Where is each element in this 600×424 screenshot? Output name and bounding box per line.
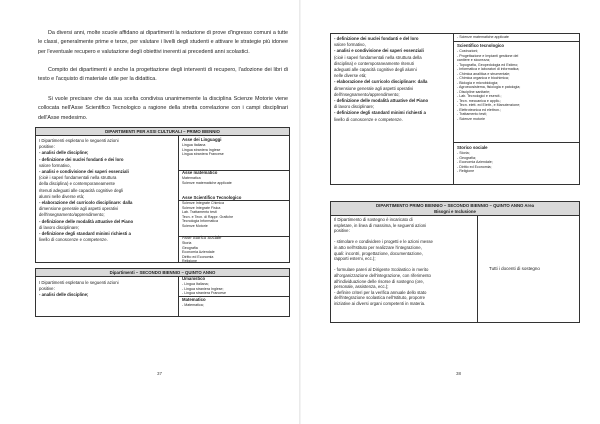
department-item: - Trattamento testi; (457, 112, 487, 117)
axes-table-first-biennium (35, 127, 290, 263)
axis-item: Lingua straniera Inglese (182, 147, 221, 152)
actions-line: - definire criteri per la verifica annuale dello stato (334, 289, 427, 295)
actions-line: - definizione dei nuclei fondanti e del loro (334, 36, 419, 41)
actions-line: valore formativo, (39, 162, 71, 168)
department-item: - Chimica analitica e strumentale; (457, 71, 511, 76)
actions-line: I Dipartimenti espletano le seguenti azioni (39, 280, 119, 285)
actions-line: iniziative ai diversi organi competenti in materia. (334, 300, 426, 306)
actions-line: rapporti esterni, ecc.); (334, 256, 376, 262)
page-number-right: 38 (456, 371, 462, 376)
department-item: - Discipline sanitarie; (457, 89, 491, 94)
axis-item: Lingua Italiana (182, 143, 206, 148)
intro-paragraph-3: Si vuole precisare che da sua scelta condivisa unanimemente la disciplina Scienze Motorie viene collocata nell'Asse Scientifico Tecnologico a ragione della stretta correlazione con i campi disciplinari dell'Asse medesimo. (38, 96, 288, 121)
department-item: - Lingua straniera Inglese; (182, 286, 224, 291)
actions-line: I Dipartimenti espletano le seguenti azioni (39, 138, 119, 143)
actions-line: - definizione degli standard minimi richiesti a (334, 110, 426, 116)
axis-name: Asse matematico (182, 170, 218, 175)
actions-cell (36, 135, 178, 262)
departments-cell (178, 276, 289, 316)
department-item: - Biologia e microbiologia; (457, 80, 499, 85)
actions-line: espletare, in linea di massima, le seguenti azioni (334, 222, 427, 228)
department-item: - Diritto ed Economia; (457, 164, 492, 169)
intro-paragraph-2: Compito dei dipartimenti è anche la progettazione degli interventi di recupero, l'adozione dei libri di testo e l'acquisto di materiale utile per la didattica. (38, 67, 288, 83)
actions-line: (cioè i saperi fondamentali nella struttura della (334, 54, 422, 60)
department-item: - Lingua straniera Francese (182, 291, 226, 296)
departments-cell (453, 34, 579, 184)
department-name: Scientifico tecnologico (457, 43, 505, 48)
department-item: - Progettazione e Impianti gestione del (457, 53, 519, 58)
department-item: - Scienze matematiche applicate (457, 35, 509, 39)
actions-line: dell'integrazione scolastica nell'Istituto, proporre (334, 295, 425, 301)
actions-line: - definizione degli standard minimi richiesti a (39, 231, 131, 237)
humanities-department (179, 276, 289, 297)
actions-line: positive: (334, 228, 350, 234)
axis-item: Religione (182, 259, 197, 264)
table-title: Dipartimenti – SECONDO BIENNIO – QUINTO ANNO (36, 269, 289, 277)
actions-line: - elaborazione del curricolo disciplinare: dalla (39, 200, 133, 206)
inclusion-department-table (330, 201, 580, 323)
department-item: - Scienze motorie (457, 116, 485, 121)
support-teachers-text: Tutti i docenti di sostegno (489, 265, 540, 271)
actions-line: Il Dipartimento di sostegno è incaricato di (334, 217, 413, 222)
historical-social-department (454, 143, 579, 176)
axis-item: Scienze Motorie (182, 223, 208, 228)
axis-historical-social (179, 230, 289, 262)
axis-name: Asse Storico Sociale (182, 235, 222, 240)
actions-line: all'individuazione delle risorse di sostegno (ore, (334, 278, 424, 284)
actions-line: all'organizzazione dell'integrazione, con riferimento (334, 272, 431, 278)
department-item: - Tecn. meccanica e applic.; (457, 98, 502, 103)
actions-line: - definizione delle modalità attuative del Piano (334, 98, 429, 104)
actions-line: - analisi delle discipline; (39, 150, 89, 156)
department-item: - Lab. Tecnologici e esercit.; (457, 94, 502, 99)
axis-item: Diritto ed Economia (182, 254, 214, 259)
axis-item: Geografia (182, 245, 198, 250)
department-item: - Costruzioni; (457, 49, 479, 54)
intro-paragraph-1: Da diversi anni, molte scuole affidano ai dipartimenti la redazione di prove d'ingresso comuni a tutte le classi, generalmente prime e terze, per valutare i livelli degli studenti e attivare le strategie più idonee per l'eventuale recupero e valutazione degli obiettivi inerenti ai precedenti anni scolastici. (38, 30, 288, 55)
axis-name: Asse dei Linguaggi (182, 137, 222, 142)
actions-line: adeguati alle capacità cognitive degli alunni (334, 67, 417, 73)
axis-item: Tecn. e Tecn. di Rappr. Grafiche (182, 214, 234, 219)
actions-line: dell'insegnamento/apprendimento; (334, 91, 400, 97)
math-continuation (454, 34, 579, 42)
axes-table-continuation (330, 33, 580, 185)
department-item: - Economia Aziendale; (457, 160, 493, 165)
actions-line: alunni nelle diverse età; (39, 193, 85, 199)
department-item: - Informatica e laboratori di informatica; (457, 67, 520, 72)
department-item: - Geografia; (457, 155, 476, 160)
actions-line: - definizione delle modalità attuative del Piano (39, 218, 134, 224)
actions-line: positive: (39, 144, 55, 150)
department-item: - Agroecosistema, fisiologia e patologia; (457, 85, 521, 90)
actions-cell (331, 34, 453, 184)
table-title (331, 202, 579, 216)
department-item: - Matematica; (182, 302, 204, 307)
department-item: - Chimica organica e biochimica; (457, 76, 509, 81)
department-item: - Religione (457, 169, 475, 174)
axis-item: Scienze Integrate Fisica (182, 205, 221, 210)
actions-line: di lavoro disciplinare; (39, 224, 80, 230)
actions-line: di lavoro disciplinare; (334, 104, 375, 110)
department-item: - Tecn. elett. ed Elettr., e Manutenzione; (457, 103, 521, 108)
axis-item: Storia (182, 241, 192, 246)
actions-line: della disciplina) e contemporaneamente (39, 181, 115, 187)
actions-cell (331, 216, 477, 322)
department-item: - Lingua Italiana; (182, 282, 209, 287)
title-line: DIPARTIMENTO PRIMO BIENNIO – SECONDO BIENNIO – QUINTO ANNO Area (376, 202, 534, 208)
department-name: Umanistico (182, 276, 206, 281)
actions-line: - analisi e condivisione dei saperi essenziali (334, 48, 424, 54)
axis-item: Lingua straniera Francese (182, 152, 224, 157)
actions-cell (36, 276, 178, 316)
axis-item: Scienze Integrate Chimica (182, 201, 224, 206)
actions-line: in atto nell'Istituto per realizzare l'integrazione, (334, 244, 422, 250)
actions-line: dimensione generale agli aspetti operativi (39, 206, 119, 212)
actions-line: livello di conoscenze e competenze. (334, 116, 403, 122)
actions-line: - stimolare e condividere i progetti e le azioni messe (334, 239, 433, 245)
department-item: - Storia; (457, 151, 470, 156)
table-title: DIPARTIMENTI PER ASSI CULTURALI – PRIMO BIENNIO (36, 128, 289, 136)
actions-line: (cioè i saperi fondamentali nella struttura (39, 175, 117, 181)
department-name: Matematico (182, 296, 206, 302)
actions-line: positive: (39, 286, 55, 292)
actions-line: - elaborazione del curricolo disciplinare: dalla (334, 79, 428, 85)
actions-line: valore formativo, (334, 42, 366, 48)
scientific-technological-department (454, 42, 579, 143)
axis-item: Scienze matematiche applicate (182, 180, 232, 185)
actions-line: - formulare pareri al Dirigente Scolastico in merito (334, 267, 429, 273)
axis-item: Matematica (182, 176, 201, 181)
actions-line: dell'insegnamento/apprendimento; (39, 212, 105, 218)
page-number-left: 37 (157, 371, 163, 376)
axis-item: Tecnologia Informatica (182, 219, 218, 224)
actions-line: ritenuti adeguati alle capacità cognitive degli (39, 187, 124, 193)
axis-item: Economia Aziendale (182, 250, 215, 255)
axis-item: Lab. Trattamento testi (182, 210, 217, 215)
actions-line: dimensione generale agli aspetti operativi (334, 85, 414, 91)
support-teachers-cell (477, 216, 579, 322)
actions-line: - analisi delle discipline; (39, 292, 89, 298)
axes-cell (178, 135, 289, 262)
actions-line: personale, assistenza, ecc.); (334, 284, 389, 290)
department-item: cantiere e sicurezza; (457, 58, 490, 63)
right-page (300, 0, 600, 424)
actions-line: quali: incontri, progettazione, documentazione, (334, 250, 423, 256)
axis-name: Asse Scientifico Tecnologico (182, 195, 242, 200)
departments-second-biennium-table (35, 268, 290, 317)
department-name: Storico sociale (457, 145, 488, 150)
math-department (179, 297, 289, 308)
actions-line: livello di conoscenze e competenze. (39, 237, 108, 243)
title-line: Bisogni e Inclusione (434, 209, 476, 214)
actions-line: disciplina) e contemporaneamente ritenuti (334, 60, 414, 66)
actions-line: nelle diverse età; (334, 73, 367, 79)
actions-line: - definizione dei nuclei fondanti e dei loro (39, 156, 124, 162)
actions-line: - analisi e condivisione dei saperi essenziali (39, 169, 129, 175)
department-item: - Topografia, Geopedologia ed Estimo; (457, 62, 519, 67)
department-item: - Elettrotecnica ed elettron.; (457, 107, 501, 112)
